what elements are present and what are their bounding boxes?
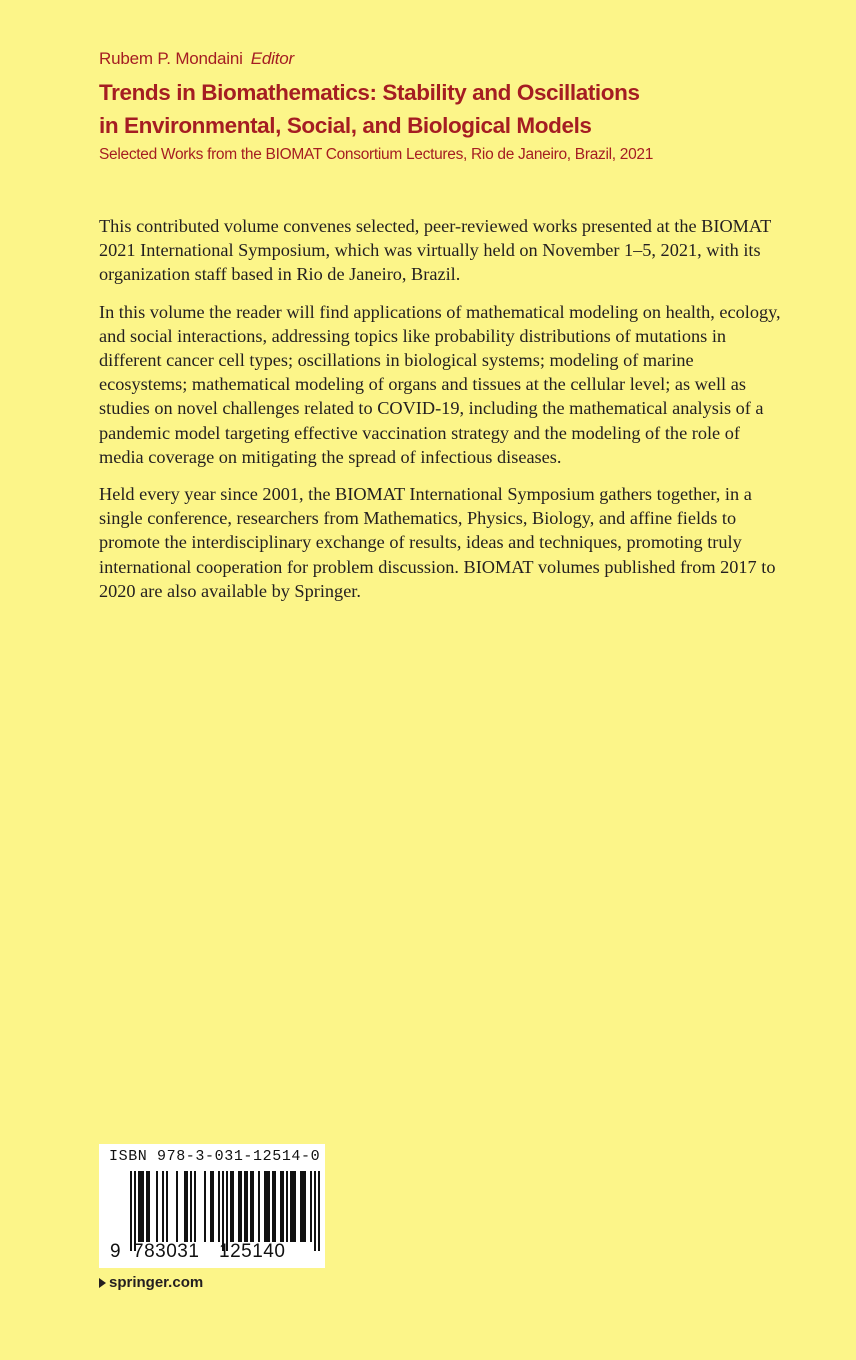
barcode-bar [302,1171,304,1242]
barcode-bar [268,1171,270,1242]
barcode-bar [184,1171,186,1242]
book-title-line-1: Trends in Biomathematics: Stability and Oscillations [99,80,640,105]
barcode-bar [148,1171,150,1242]
isbn-barcode [99,1144,325,1268]
barcode-guard-bar [226,1171,228,1251]
publisher-link[interactable] [99,1274,203,1291]
barcode-bar [138,1171,140,1242]
barcode-bar [246,1171,248,1242]
barcode-bar [190,1171,192,1242]
barcode-bar [258,1171,260,1242]
barcode-bar [146,1171,148,1242]
barcode-bar [300,1171,302,1242]
barcode-bar [290,1171,292,1242]
barcode-bar [264,1171,266,1242]
barcode-bar [304,1171,306,1242]
barcode-bar [232,1171,234,1242]
barcode-bar [166,1171,168,1242]
barcode-bar [230,1171,232,1242]
barcode-bar [274,1171,276,1242]
barcode-bar [280,1171,282,1242]
editor-role: Editor [250,49,294,68]
blurb [99,214,783,616]
barcode-bar [218,1171,220,1242]
barcode-bar [140,1171,142,1242]
barcode-digit-first: 9 [110,1241,122,1262]
barcode-bar [250,1171,252,1242]
barcode-bar [294,1171,296,1242]
barcode-bar [210,1171,212,1242]
book-subtitle: Selected Works from the BIOMAT Consortium Lectures, Rio de Janeiro, Brazil, 2021 [99,146,654,163]
book-title-line-2: in Environmental, Social, and Biological Models [99,113,592,138]
arrow-right-icon [99,1278,106,1288]
barcode-bar [238,1171,240,1242]
barcode-guard-bar [318,1171,320,1251]
blurb-paragraph: This contributed volume convenes selected, peer-reviewed works presented at the BIOMAT 2021 International Symposium, which was virtually held on November 1–5, 2021, with its organization staff based in Rio de Janeiro, Brazil. [99,216,771,285]
barcode-bar [286,1171,288,1242]
barcode-bar [156,1171,158,1242]
barcode-digits-left: 783031 [133,1241,200,1262]
book-title [99,76,799,142]
editor-name: Rubem P. Mondaini [99,49,243,68]
barcode-bar [266,1171,268,1242]
barcode-bar [176,1171,178,1242]
cover-header [99,48,799,166]
barcode-bar [212,1171,214,1242]
barcode-bar [240,1171,242,1242]
blurb-paragraph: Held every year since 2001, the BIOMAT International Symposium gathers together, in a single conference, researchers from Mathematics, Physics, Biology, and affine fields to promote the interdisciplinary exchange of results, ideas and techniques, promoting truly international cooperation for problem discussion. BIOMAT volumes published from 2017 to 2020 are also available by Springer. [99,484,776,601]
barcode-bar [244,1171,246,1242]
editor-line [99,48,799,70]
barcode-guard-bar [134,1171,136,1251]
barcode-bar [252,1171,254,1242]
barcode-bar [142,1171,144,1242]
barcode-digits-right: 125140 [219,1241,286,1262]
barcode-bar [186,1171,188,1242]
barcode-guard-bar [130,1171,132,1251]
barcode-bar [292,1171,294,1242]
barcode-bar [162,1171,164,1242]
barcode-bar [282,1171,284,1242]
isbn-label: ISBN 978-3-031-12514-0 [109,1148,321,1165]
blurb-paragraph: In this volume the reader will find applications of mathematical modeling on health, ecology, and social interactions, addressing topics like probability distributions of mutations in different cancer cell types; oscillations in biological systems; modeling of marine ecosystems; mathematical modeling of organs and tissues at the cellular level; as well as studies on novel challenges related to COVID-19, including the mathematical analysis of a pandemic model targeting effective vaccination strategy and the modeling of the role of media coverage on mitigating the spread of infectious diseases. [99,301,781,467]
barcode-guard-bar [222,1171,224,1251]
barcode-bar [310,1171,312,1242]
barcode-bar [194,1171,196,1242]
barcode-bar [204,1171,206,1242]
barcode-guard-bar [314,1171,316,1251]
barcode-bar [272,1171,274,1242]
publisher-url: springer.com [109,1274,204,1291]
